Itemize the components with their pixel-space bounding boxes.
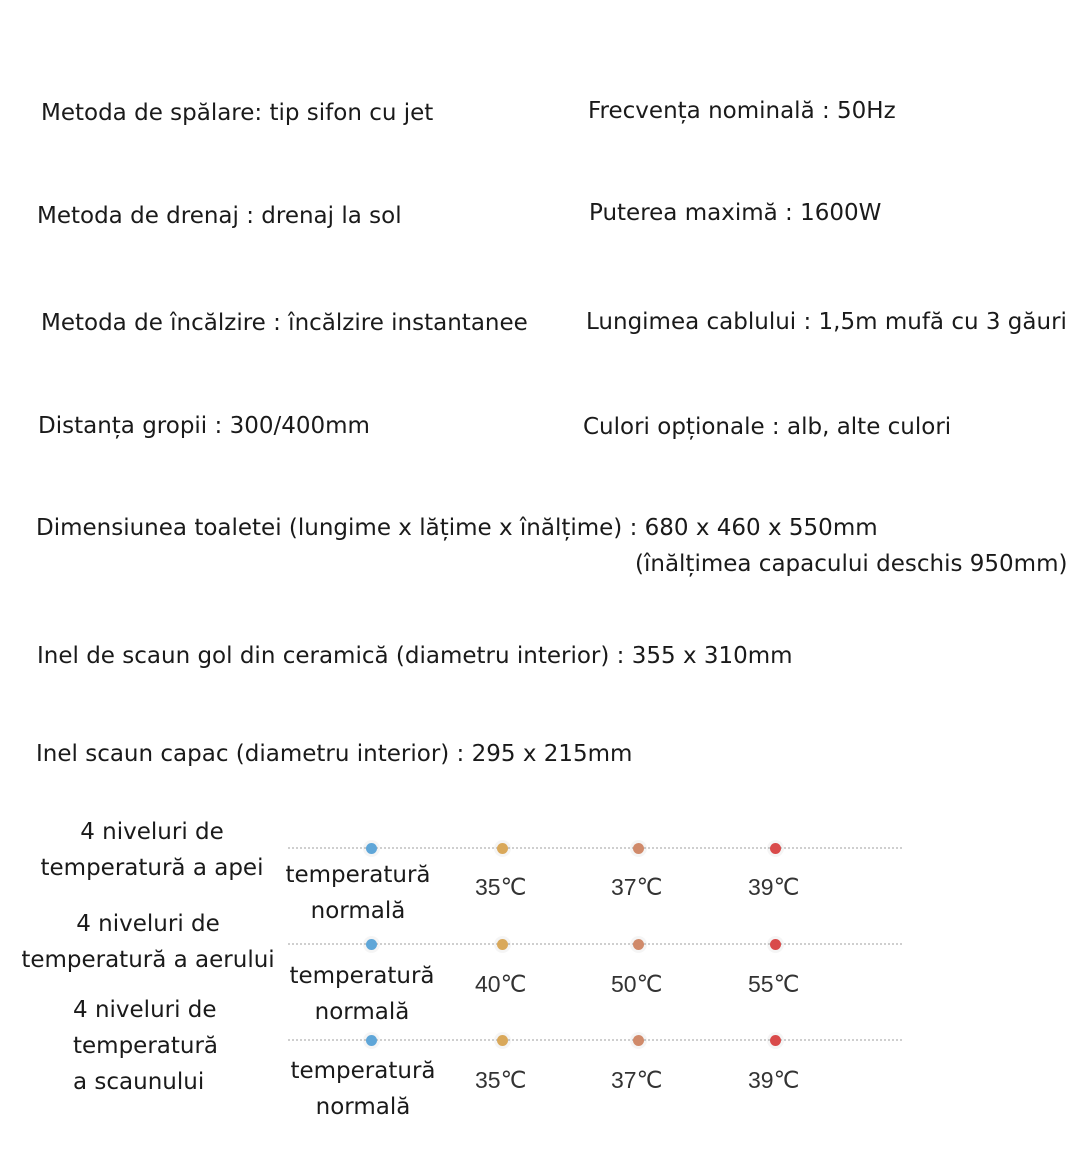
level-dot-3 — [770, 843, 781, 854]
seat-level-normal: temperatură normală — [290, 1058, 436, 1120]
spec-drainage-method: Metoda de drenaj : drenaj la sol — [37, 203, 402, 229]
air-level-2-value: 50℃ — [611, 971, 663, 997]
spec-cover-seat-ring: Inel scaun capac (diametru interior) : 295 x 215mm — [36, 741, 633, 767]
air-level-1-value: 40℃ — [475, 971, 527, 997]
level-dot-2 — [633, 1035, 644, 1046]
level-dot-2 — [633, 843, 644, 854]
air-level-normal: temperatură normală — [289, 963, 435, 1025]
spec-washing-method: Metoda de spălare: tip sifon cu jet — [41, 100, 434, 126]
spec-heating-method: Metoda de încălzire : încălzire instantanee — [41, 310, 528, 336]
water-level-normal: temperatură normală — [285, 862, 431, 924]
level-dot-normal — [366, 1035, 377, 1046]
spec-rated-frequency: Frecvența nominală : 50Hz — [588, 98, 896, 124]
level-dot-1 — [497, 939, 508, 950]
water-level-2-value: 37℃ — [611, 874, 663, 900]
spec-toilet-dimensions: Dimensiunea toaletei (lungime x lățime x înălțime) : 680 x 460 x 550mm — [36, 515, 878, 541]
level-dot-1 — [497, 843, 508, 854]
spec-pit-distance: Distanța gropii : 300/400mm — [38, 413, 370, 439]
spec-optional-colors: Culori opționale : alb, alte culori — [583, 414, 952, 440]
water-level-3-value: 39℃ — [748, 874, 800, 900]
level-dot-normal — [366, 843, 377, 854]
spec-ceramic-seat-ring: Inel de scaun gol din ceramică (diametru interior) : 355 x 310mm — [37, 643, 793, 669]
air-temperature-scale — [288, 943, 902, 947]
seat-level-1-value: 35℃ — [475, 1067, 527, 1093]
seat-level-3-value: 39℃ — [748, 1067, 800, 1093]
water-temperature-scale — [288, 847, 902, 851]
seat-temperature-label: 4 niveluri de temperatură a scaunului — [73, 997, 219, 1095]
spec-lid-open-height: (înălțimea capacului deschis 950mm) — [635, 551, 1068, 577]
level-dot-1 — [497, 1035, 508, 1046]
spec-max-power: Puterea maximă : 1600W — [589, 200, 882, 226]
spec-cable-length: Lungimea cablului : 1,5m mufă cu 3 găuri — [586, 309, 1067, 335]
water-level-1-value: 35℃ — [475, 874, 527, 900]
air-temperature-label: 4 niveluri de temperatură a aerului — [21, 911, 275, 973]
air-level-3-value: 55℃ — [748, 971, 800, 997]
seat-temperature-scale — [288, 1039, 902, 1043]
level-dot-3 — [770, 939, 781, 950]
seat-level-2-value: 37℃ — [611, 1067, 663, 1093]
level-dot-2 — [633, 939, 644, 950]
level-dot-3 — [770, 1035, 781, 1046]
level-dot-normal — [366, 939, 377, 950]
water-temperature-label: 4 niveluri de temperatură a apei — [40, 819, 264, 881]
